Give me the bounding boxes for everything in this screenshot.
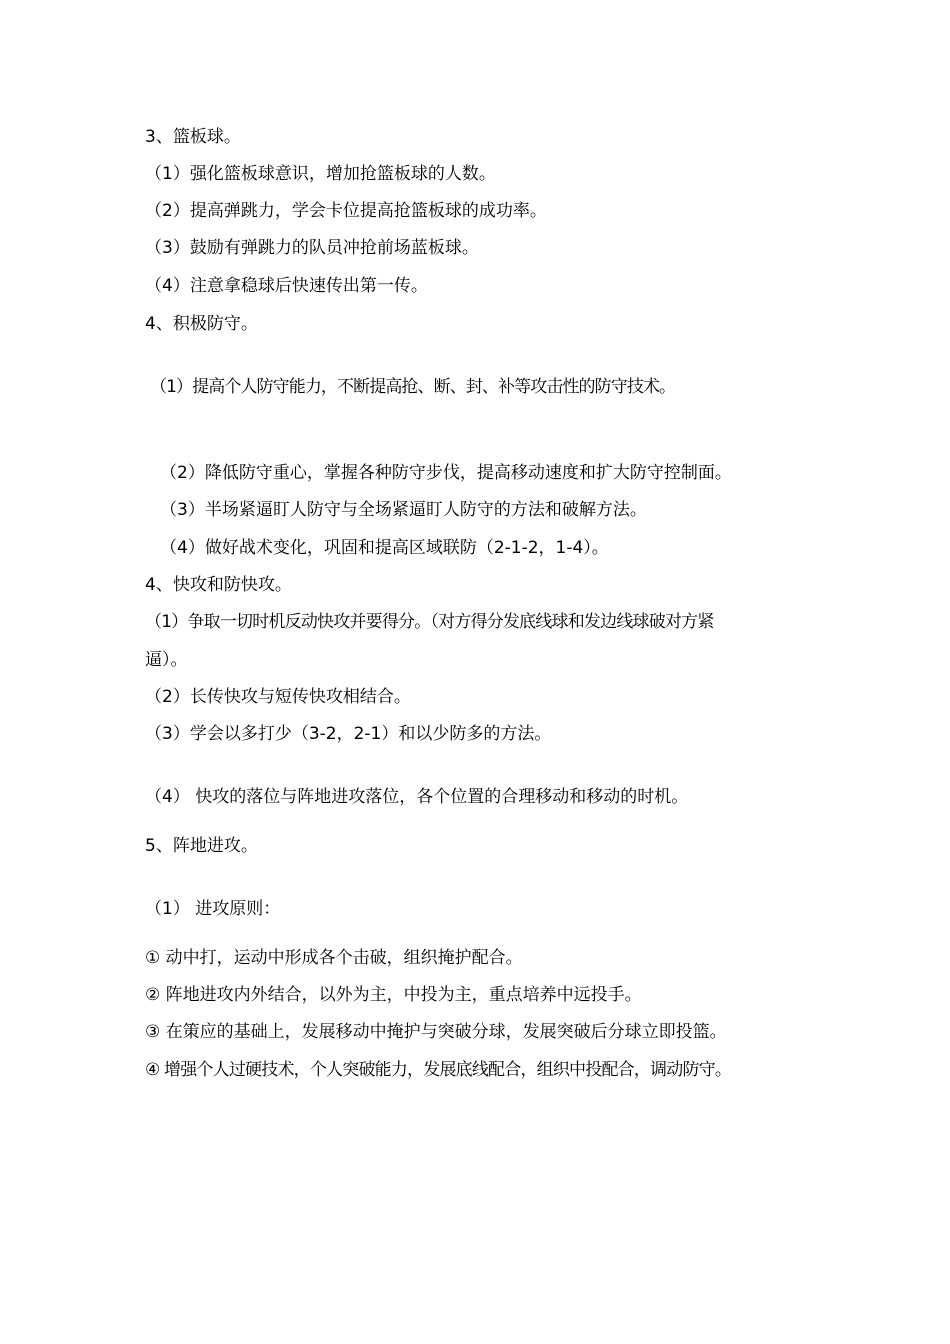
paragraph-4-4: （4）做好战术变化，巩固和提高区域联防（2-1-2，1-4）。 [160,538,609,558]
list-item-5-4: ④ 增强个人过硬技术，个人突破能力，发展底线配合，组织中投配合，调动防守。 [145,1060,732,1080]
paragraph-3-4: （4）注意拿稳球后快速传出第一传。 [145,276,428,296]
paragraph-4-1: （1）提高个人防守能力，不断提高抢、断、封、补等攻击性的防守技术。 [150,377,676,397]
paragraph-4b-1-cont: 逼）。 [145,650,188,670]
section-4b-heading: 4、快攻和防快攻。 [145,575,292,595]
section-4-heading: 4、积极防守。 [145,314,258,334]
list-item-5-2: ② 阵地进攻内外结合，以外为主，中投为主，重点培养中远投手。 [145,985,642,1005]
paragraph-5-1: （1） 进攻原则： [145,899,281,919]
paragraph-3-3: （3）鼓励有弹跳力的队员冲抢前场蓝板球。 [145,238,479,258]
paragraph-4b-1: （1）争取一切时机反动快攻并要得分。（对方得分发底线球和发边线球破对方紧 [145,612,714,632]
paragraph-4-2: （2）降低防守重心，掌握各种防守步伐，提高移动速度和扩大防守控制面。 [160,463,732,483]
paragraph-4b-3: （3）学会以多打少（3-2，2-1）和以少防多的方法。 [145,724,552,744]
section-5-heading: 5、阵地进攻。 [145,836,258,856]
paragraph-4b-4: （4） 快攻的落位与阵地进攻落位，各个位置的合理移动和移动的时机。 [145,787,689,807]
paragraph-3-2: （2）提高弹跳力，学会卡位提高抢篮板球的成功率。 [145,201,547,221]
section-3-heading: 3、篮板球。 [145,127,241,147]
paragraph-4b-2: （2）长传快攻与短传快攻相结合。 [145,687,411,707]
list-item-5-3: ③ 在策应的基础上，发展移动中掩护与突破分球，发展突破后分球立即投篮。 [145,1022,727,1042]
paragraph-4-3: （3）半场紧逼盯人防守与全场紧逼盯人防守的方法和破解方法。 [160,500,647,520]
list-item-5-1: ① 动中打，运动中形成各个击破，组织掩护配合。 [145,948,523,968]
paragraph-3-1: （1）强化篮板球意识，增加抢篮板球的人数。 [145,164,496,184]
